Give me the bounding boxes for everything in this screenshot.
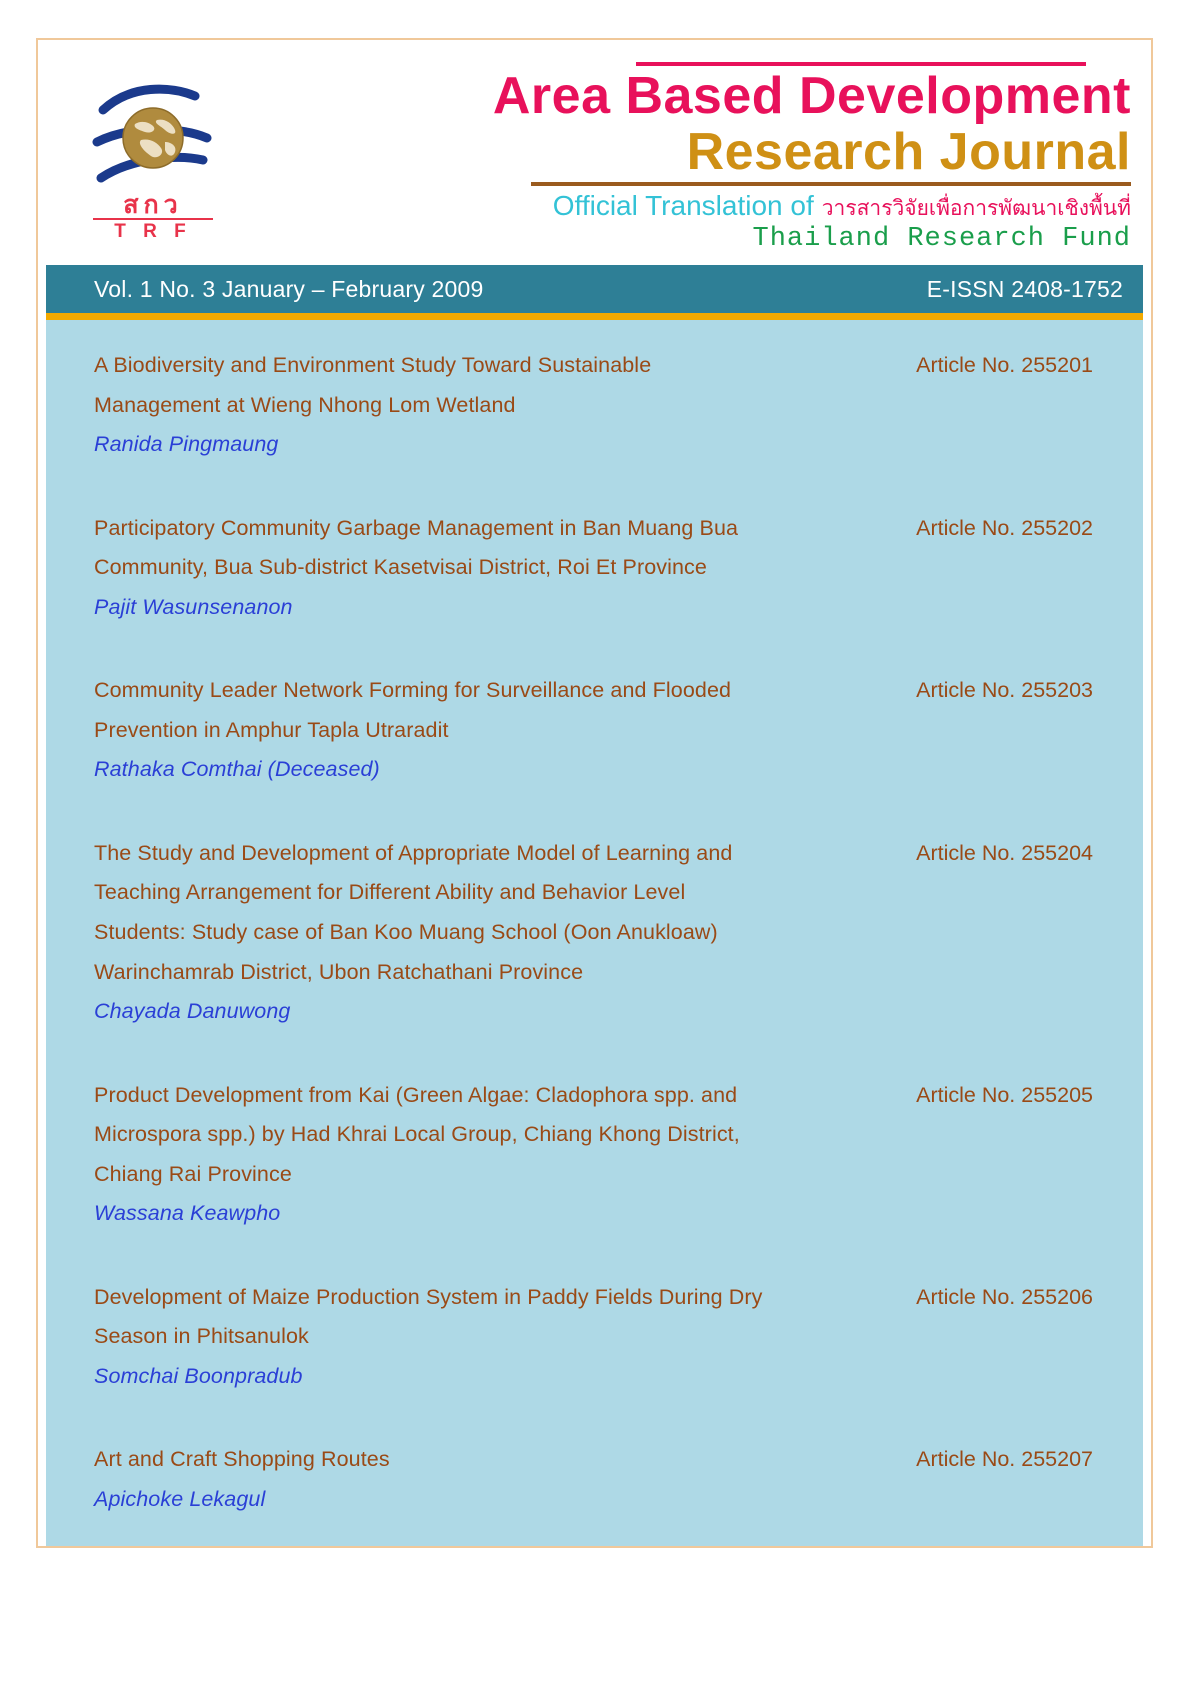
article-entry[interactable] bbox=[94, 1076, 1093, 1234]
article-number: Article No. 255202 bbox=[916, 515, 1093, 540]
subtitle-row bbox=[321, 189, 1131, 221]
article-number: Article No. 255204 bbox=[916, 840, 1093, 865]
article-entry[interactable] bbox=[94, 509, 1093, 628]
article-details bbox=[94, 509, 824, 628]
title-bottom-rule bbox=[531, 182, 1131, 186]
article-title-line: Product Development from Kai (Green Algae: Cladophora spp. and bbox=[94, 1082, 738, 1107]
trf-logo bbox=[91, 80, 261, 242]
article-entry[interactable] bbox=[94, 671, 1093, 790]
subtitle-thai: วารสารวิจัยเพื่อการพัฒนาเชิงพื้นที่ bbox=[821, 195, 1131, 220]
article-author: Chayada Danuwong bbox=[94, 999, 291, 1024]
trf-thai-acronym: สกว bbox=[93, 192, 213, 220]
article-details bbox=[94, 834, 824, 1032]
article-title-line: A Biodiversity and Environment Study Toward Sustainable bbox=[94, 353, 652, 377]
article-entry[interactable] bbox=[94, 1278, 1093, 1397]
article-title-line: Microspora spp.) by Had Khrai Local Group, Chiang Khong District, bbox=[94, 1122, 740, 1147]
article-author: Somchai Boonpradub bbox=[94, 1363, 303, 1388]
journal-title-line2: Research Journal bbox=[686, 123, 1131, 182]
issue-label: Vol. 1 No. 3 January – February 2009 bbox=[94, 275, 484, 302]
article-title-line: Teaching Arrangement for Different Ability and Behavior Level bbox=[94, 880, 686, 905]
article-number: Article No. 255205 bbox=[916, 1082, 1093, 1107]
trf-logo-mark bbox=[91, 80, 261, 200]
article-title-line: Development of Maize Production System in Paddy Fields During Dry bbox=[94, 1284, 763, 1309]
article-entry[interactable] bbox=[94, 834, 1093, 1032]
article-entry[interactable] bbox=[94, 346, 1093, 465]
article-details bbox=[94, 1440, 824, 1519]
trf-logo-acronym bbox=[93, 192, 213, 241]
organization-name: Thailand Research Fund bbox=[752, 223, 1131, 254]
article-details bbox=[94, 346, 824, 465]
article-author: Pajit Wasunsenanon bbox=[94, 594, 293, 619]
article-number: Article No. 255207 bbox=[916, 1447, 1093, 1472]
article-title-line: Students: Study case of Ban Koo Muang School (Oon Anukloaw) bbox=[94, 920, 718, 945]
title-top-rule bbox=[636, 62, 1086, 66]
article-author: Rathaka Comthai (Deceased) bbox=[94, 757, 380, 782]
article-title-line: Community, Bua Sub-district Kasetvisai District, Roi Et Province bbox=[94, 555, 707, 580]
trf-english-acronym: T R F bbox=[114, 221, 192, 242]
article-title-line: Season in Phitsanulok bbox=[94, 1324, 309, 1349]
article-title-line: Art and Craft Shopping Routes bbox=[94, 1447, 390, 1472]
article-author: Ranida Pingmaung bbox=[94, 432, 279, 457]
article-title-line: Chiang Rai Province bbox=[94, 1161, 292, 1186]
table-of-contents bbox=[46, 320, 1143, 1546]
article-details bbox=[94, 1278, 824, 1397]
article-title-line: Warinchamrab District, Ubon Ratchathani Province bbox=[94, 959, 584, 984]
article-entry[interactable] bbox=[94, 1440, 1093, 1519]
article-number: Article No. 255203 bbox=[916, 678, 1093, 703]
article-details bbox=[94, 1076, 824, 1234]
article-number: Article No. 255206 bbox=[916, 1284, 1093, 1309]
article-number: Article No. 255201 bbox=[916, 353, 1093, 377]
journal-title-block bbox=[321, 62, 1131, 254]
article-author: Wassana Keawpho bbox=[94, 1201, 281, 1226]
gold-divider bbox=[46, 313, 1143, 320]
article-title-line: Management at Wieng Nhong Lom Wetland bbox=[94, 392, 516, 417]
masthead bbox=[46, 48, 1143, 263]
article-title-line: Participatory Community Garbage Management in Ban Muang Bua bbox=[94, 515, 739, 540]
article-title-line: Prevention in Amphur Tapla Utraradit bbox=[94, 717, 449, 742]
article-author: Apichoke Lekagul bbox=[94, 1487, 266, 1512]
journal-title-line1: Area Based Development bbox=[492, 67, 1131, 125]
subtitle-english: Official Translation of bbox=[552, 189, 814, 221]
article-title-line: Community Leader Network Forming for Surveillance and Flooded bbox=[94, 678, 732, 703]
volume-bar bbox=[46, 265, 1143, 313]
issn-label: E-ISSN 2408-1752 bbox=[926, 275, 1123, 302]
article-details bbox=[94, 671, 824, 790]
article-title-line: The Study and Development of Appropriate Model of Learning and bbox=[94, 840, 733, 865]
